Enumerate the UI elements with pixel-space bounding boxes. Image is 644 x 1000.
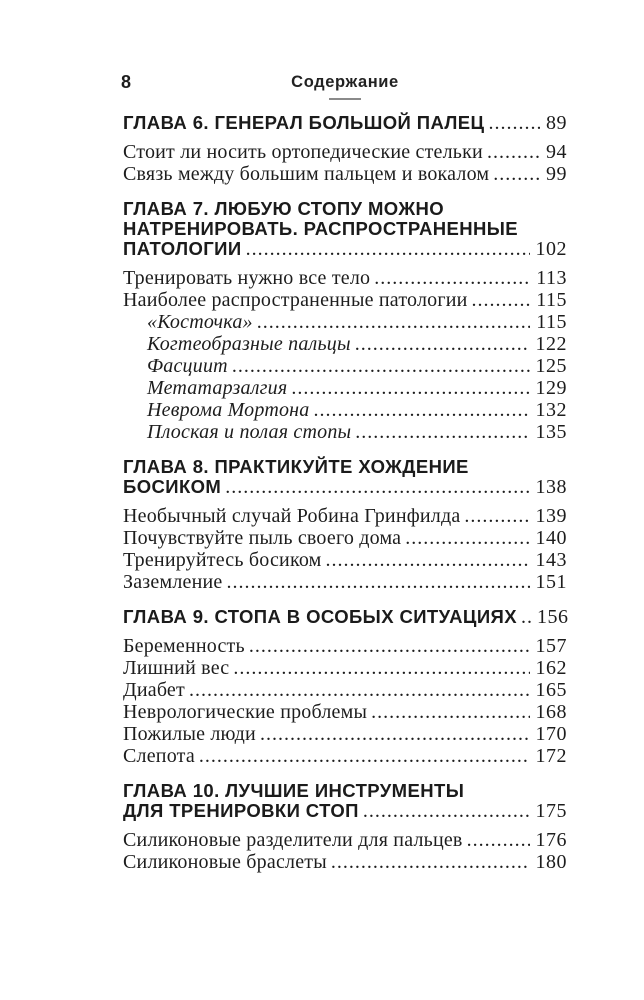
toc-entry: [123, 701, 567, 723]
chapter-heading: [123, 607, 567, 627]
entry-label: Фасциит: [147, 355, 228, 377]
entry-page-number: 122: [535, 333, 567, 355]
toc-entry: [123, 333, 567, 355]
toc-entry: [123, 289, 567, 311]
toc-entry: [123, 657, 567, 679]
page-number: 8: [121, 72, 132, 92]
toc-section: [123, 457, 567, 593]
toc: [123, 113, 567, 873]
chapter-title: ПАТОЛОГИИ: [123, 238, 242, 259]
entry-page-number: 125: [535, 355, 567, 377]
toc-section: [123, 113, 567, 185]
dot-leader: [467, 829, 530, 851]
chapter-title-line: ГЛАВА 10. ЛУЧШИЕ ИНСТРУМЕНТЫ: [123, 780, 465, 801]
entry-page-number: 99: [546, 163, 567, 185]
entry-page-number: 115: [536, 311, 567, 333]
entry-label: Неврологические проблемы: [123, 701, 368, 723]
entry-label: Заземление: [123, 571, 223, 593]
dot-leader: [260, 723, 530, 745]
chapter-title-line: ГЛАВА 7. ЛЮБУЮ СТОПУ МОЖНО: [123, 198, 444, 219]
dot-leader: [233, 657, 529, 679]
dot-leader: [249, 635, 530, 657]
entry-page-number: 132: [535, 399, 567, 421]
entry-label: Плоская и полая стопы: [147, 421, 352, 443]
entry-label: Диабет: [123, 679, 185, 701]
chapter-title-row: [123, 477, 567, 497]
entry-label: Связь между большим пальцем и вокалом: [123, 163, 490, 185]
chapter-heading: [123, 199, 567, 259]
toc-entry: [123, 377, 567, 399]
chapter-page-number: 102: [535, 238, 567, 260]
dot-leader: [313, 399, 529, 421]
entry-page-number: 139: [535, 505, 567, 527]
dot-leader: [355, 333, 530, 355]
entry-page-number: 115: [536, 289, 567, 311]
toc-entry: [123, 399, 567, 421]
chapter-title-row: [123, 113, 567, 133]
chapter-page-number: 175: [535, 800, 567, 822]
toc-entry: [123, 421, 567, 443]
entry-page-number: 135: [535, 421, 567, 443]
toc-entry: [123, 311, 567, 333]
toc-entry: [123, 505, 567, 527]
entry-label: Наиболее распространенные патологии: [123, 289, 468, 311]
entry-label: Метатарзалгия: [147, 377, 288, 399]
chapter-page-number: 138: [535, 476, 567, 498]
entry-page-number: 180: [535, 851, 567, 873]
chapter-page-number: 89: [546, 112, 567, 134]
entry-label: Необычный случай Робина Гринфилда: [123, 505, 461, 527]
dot-leader: [487, 141, 540, 163]
entry-page-number: 140: [535, 527, 567, 549]
dot-leader: [405, 527, 529, 549]
dot-leader: [291, 377, 529, 399]
dot-leader: [225, 477, 529, 497]
dot-leader: [199, 745, 530, 767]
chapter-title-row: [123, 801, 567, 821]
chapter-title-line: НАТРЕНИРОВАТЬ. РАСПРОСТРАНЕННЫЕ: [123, 218, 518, 239]
toc-entry: [123, 851, 567, 873]
chapter-title: БОСИКОМ: [123, 476, 222, 497]
chapter-heading: [123, 781, 567, 821]
dot-leader: [246, 239, 530, 259]
toc-entry: [123, 745, 567, 767]
chapter-heading: [123, 113, 567, 133]
chapter-title: ДЛЯ ТРЕНИРОВКИ СТОП: [123, 800, 359, 821]
dot-leader: [464, 505, 529, 527]
toc-section: [123, 199, 567, 443]
entry-page-number: 151: [535, 571, 567, 593]
toc-entry: [123, 723, 567, 745]
page-title: Содержание: [291, 73, 399, 91]
entry-page-number: 162: [535, 657, 567, 679]
entry-page-number: 129: [535, 377, 567, 399]
toc-section: [123, 607, 567, 767]
entry-label: Когтеобразные пальцы: [147, 333, 351, 355]
dot-leader: [521, 607, 531, 627]
chapter-page-number: 156: [536, 606, 569, 628]
dot-leader: [472, 289, 531, 311]
toc-entry: [123, 267, 567, 289]
entry-label: Неврома Мортона: [147, 399, 310, 421]
dot-leader: [374, 267, 530, 289]
chapter-title: ГЛАВА 9. СТОПА В ОСОБЫХ СИТУАЦИЯХ: [123, 606, 517, 627]
toc-entry: [123, 549, 567, 571]
dot-leader: [363, 801, 530, 821]
toc-entry: [123, 679, 567, 701]
toc-entry: [123, 163, 567, 185]
entry-label: Почувствуйте пыль своего дома: [123, 527, 402, 549]
entry-label: Беременность: [123, 635, 245, 657]
toc-entry: [123, 571, 567, 593]
toc-entry: [123, 527, 567, 549]
entry-page-number: 94: [546, 141, 567, 163]
entry-label: Тренируйтесь босиком: [123, 549, 322, 571]
dot-leader: [355, 421, 529, 443]
entry-page-number: 176: [535, 829, 567, 851]
dot-leader: [226, 571, 529, 593]
toc-entry: [123, 635, 567, 657]
entry-page-number: 113: [536, 267, 567, 289]
entry-page-number: 157: [535, 635, 567, 657]
dot-leader: [232, 355, 530, 377]
dot-leader: [189, 679, 530, 701]
dot-leader: [257, 311, 531, 333]
entry-page-number: 143: [535, 549, 567, 571]
entry-label: Стоит ли носить ортопедические стельки: [123, 141, 483, 163]
entry-page-number: 172: [535, 745, 567, 767]
dot-leader: [371, 701, 529, 723]
entry-label: Силиконовые браслеты: [123, 851, 327, 873]
toc-entry: [123, 141, 567, 163]
dot-leader: [488, 113, 540, 133]
entry-label: Тренировать нужно все тело: [123, 267, 371, 289]
toc-entry: [123, 829, 567, 851]
header-rule: [329, 98, 361, 100]
chapter-heading: [123, 457, 567, 497]
entry-label: Пожилые люди: [123, 723, 256, 745]
dot-leader: [326, 549, 530, 571]
entry-label: Силиконовые разделители для пальцев: [123, 829, 463, 851]
entry-page-number: 170: [535, 723, 567, 745]
toc-section: [123, 781, 567, 873]
entry-label: «Косточка»: [147, 311, 253, 333]
chapter-title-row: [123, 239, 567, 259]
entry-page-number: 168: [535, 701, 567, 723]
chapter-title: ГЛАВА 6. ГЕНЕРАЛ БОЛЬШОЙ ПАЛЕЦ: [123, 112, 485, 133]
entry-page-number: 165: [535, 679, 567, 701]
toc-entry: [123, 355, 567, 377]
chapter-title-line: ГЛАВА 8. ПРАКТИКУЙТЕ ХОЖДЕНИЕ: [123, 456, 469, 477]
dot-leader: [493, 163, 540, 185]
chapter-title-row: [123, 607, 567, 627]
entry-label: Слепота: [123, 745, 195, 767]
running-head: [123, 74, 567, 100]
dot-leader: [331, 851, 530, 873]
entry-label: Лишний вес: [123, 657, 230, 679]
